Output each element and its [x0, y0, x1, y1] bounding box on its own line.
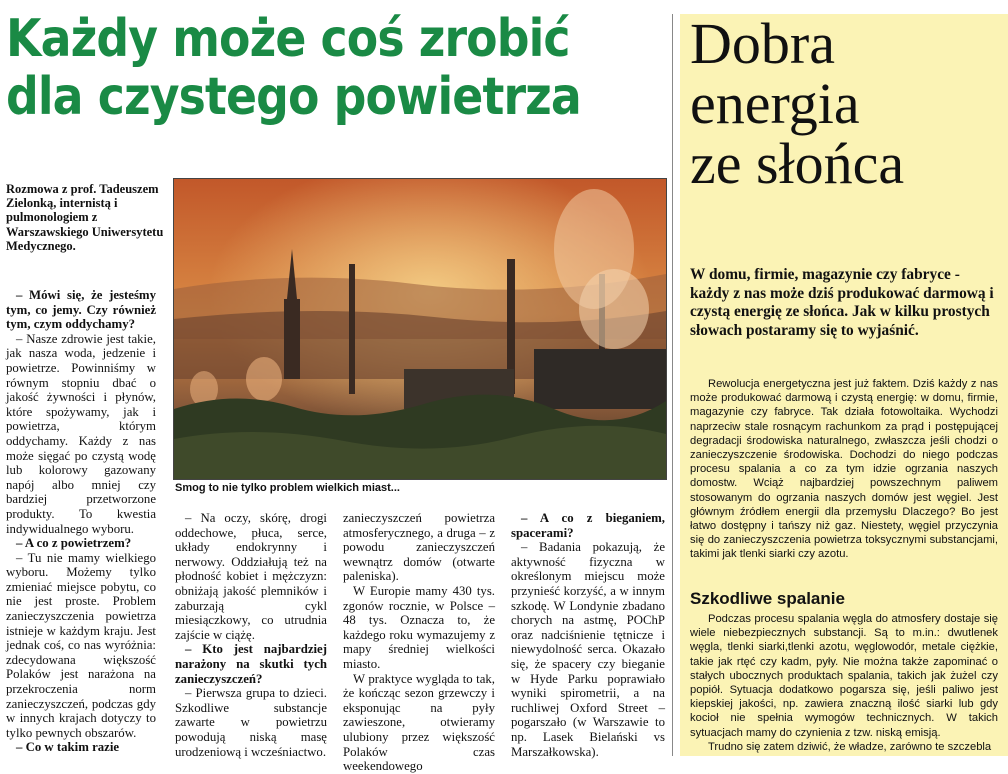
answer: W praktyce wygląda to tak, że kończąc sezon grzewczy i eksponując na pyły zawieszone, otwieramy ulubiony przez większość Polaków czas weekendowego — [343, 671, 495, 774]
paragraph: Rewolucja energetyczna jest już faktem. Dziś każdy z nas może produkować darmową i czystą energię: w domu, firmie, magazynie czy fabryce. Tak działa fotowoltaika. Wychodzi naprzeciw stale rosnącym rachunkom za prąd i postępującej degradacji środowiska naturalnego, zwłaszcza jeśli chodzi o zanieczyszczenie środowiska. Dochodzi do niego podczas procesu spalania a co za tym idzie ogrzania naszych domostw. Wciąż najbardziej powszechnym paliwem stosowanym do ogrzania naszych domów jest węgiel. Jest głównym źródłem energii dla przemysłu Dlaczego? Bo jest łatwo dostępny i tańszy niż gaz. Niestety, węgiel przyczynia się do zanieczyszczenia powietrza toksycznymi substancjami, takimi jak tlenki siarki czy azotu. — [690, 378, 998, 561]
smog-photo — [173, 178, 667, 480]
interview-intro: Rozmowa z prof. Tadeuszem Zielonką, internistą i pulmonologiem z Warszawskiego Uniwersytetu Medycznego. — [6, 182, 164, 253]
sidebar-title-line: Dobra — [690, 11, 835, 76]
question: – Co w takim razie — [16, 740, 120, 755]
question: – Mówi się, że jesteśmy tym, co jemy. Czy również tym, czym oddychamy? — [6, 288, 156, 332]
industrial-skyline-illustration — [174, 179, 666, 479]
question: – Kto jest najbardziej narażony na skutki tych zanieczyszczeń? — [175, 642, 327, 686]
question: – A co z powietrzem? — [16, 536, 132, 551]
article-column-4 — [511, 511, 665, 759]
sidebar-title-line: ze słońca — [690, 131, 905, 196]
sidebar-lead: W domu, firmie, magazynie czy fabryce - każdy z nas może dziś produkować darmową i czystą energię ze słońca. Jak w kilku prostych słowach postaramy się to wyjaśnić. — [690, 266, 994, 339]
article-headline — [6, 10, 587, 126]
article-column-2 — [175, 511, 327, 759]
answer: – Nasze zdrowie jest takie, jak nasza woda, jedzenie i powietrze. Powinniśmy w równym stopniu dbać o jakość żywności i płynów, które spożywamy, jak i powietrza, którym oddychamy. Każdy z nas może sięgać po czystą wodę lub kolorowy gazowany napój albo mniej czy bardziej przetworzone produkty. To kwestia indywidualnego wyboru. — [6, 331, 156, 536]
answer: W Europie mamy 430 tys. zgonów rocznie, w Polsce – 48 tys. Oznacza to, że każdego roku wymazujemy z mapy średniej wielkości miasto. — [343, 583, 495, 671]
answer: – Pierwsza grupa to dzieci. Szkodliwe substancje zawarte w powietrzu powodują niską masę urodzeniową i wcześniactwo. — [175, 686, 327, 759]
sidebar-body-2 — [690, 612, 998, 756]
headline-line-1: Każdy może coś zrobić — [6, 9, 570, 69]
answer: – Tu nie mamy wielkiego wyboru. Możemy tylko zmieniać miejsce pobytu, co nie jest proste. Problem zanieczyszczenia powietrza istnieje w każdym kraju. Jest jednak coś, co nas wyróżnia: zdecydowana większość Polaków jest narażona na przekroczenia norm zanieczyszczeń, podczas gdy w innych krajach dotyczy to tylko pewnych obszarów. — [6, 550, 156, 740]
article-column-1 — [6, 288, 156, 756]
sidebar-title-line: energia — [690, 71, 860, 136]
answer: zanieczyszczeń powietrza atmosferycznego, a druga – z powodu zanieczyszczeń wewnątrz domów (otwarte paleniska). — [343, 511, 495, 584]
headline-line-2: dla czystego powietrza — [6, 67, 581, 127]
sidebar-body-1 — [690, 377, 998, 562]
paragraph: Trudno się zatem dziwić, że władze, zarówno te szczebla — [708, 740, 992, 753]
answer: – Na oczy, skórę, drogi oddechowe, płuca, serce, układy endokrynny i nerwowy. Oddziałują też na płodność kobiet i mężczyzn: obniżają jakość plemników i zaburzają cykl miesiączkowy, co utrudnia zajście w ciążę. — [175, 511, 327, 642]
article-column-3 — [343, 511, 495, 774]
sidebar-title — [690, 11, 1000, 196]
answer: – Badania pokazują, że aktywność fizyczna w określonym miejscu może przynieść korzyść, a w innym szkodę. W Londynie zbadano chorych na astmę, POChP oraz nadciśnienie tętnicze i niewydolność serca. Okazało się, że spacery czy bieganie w Hyde Parku poprawiało wyniki spirometrii, a na ruchliwej Oxford Street – pogarszało (w Warszawie to np. Lasek Bielański vs Marszałkowska). — [511, 540, 665, 759]
question: – A co z bieganiem, spacerami? — [511, 511, 665, 540]
sidebar-subhead: Szkodliwe spalanie — [690, 589, 845, 608]
photo-caption: Smog to nie tylko problem wielkich miast... — [175, 482, 400, 494]
paragraph: Podczas procesu spalania węgla do atmosfery dostaje się wiele niebezpiecznych substancji. Są to m.in.: dwutlenek węgla, tlenki siarki,tlenki azotu, węglowodór, metale ciężkie, takie jak rtęć czy kadm, pyły. Nie można także zapominać o stałych ubocznych produktach spalania, takich jak żużel czy popiół. Sytuacja dodatkowo pogarsza się, jeśli paliwo jest kiepskiej jakości, np. zawiera znaczną ilość siarki lub gdy kocioł nie spełnia wymogów technicznych. W takich sytuacjach mamy do czynienia z tzw. niską emisją. — [690, 613, 998, 739]
column-divider — [672, 14, 673, 756]
